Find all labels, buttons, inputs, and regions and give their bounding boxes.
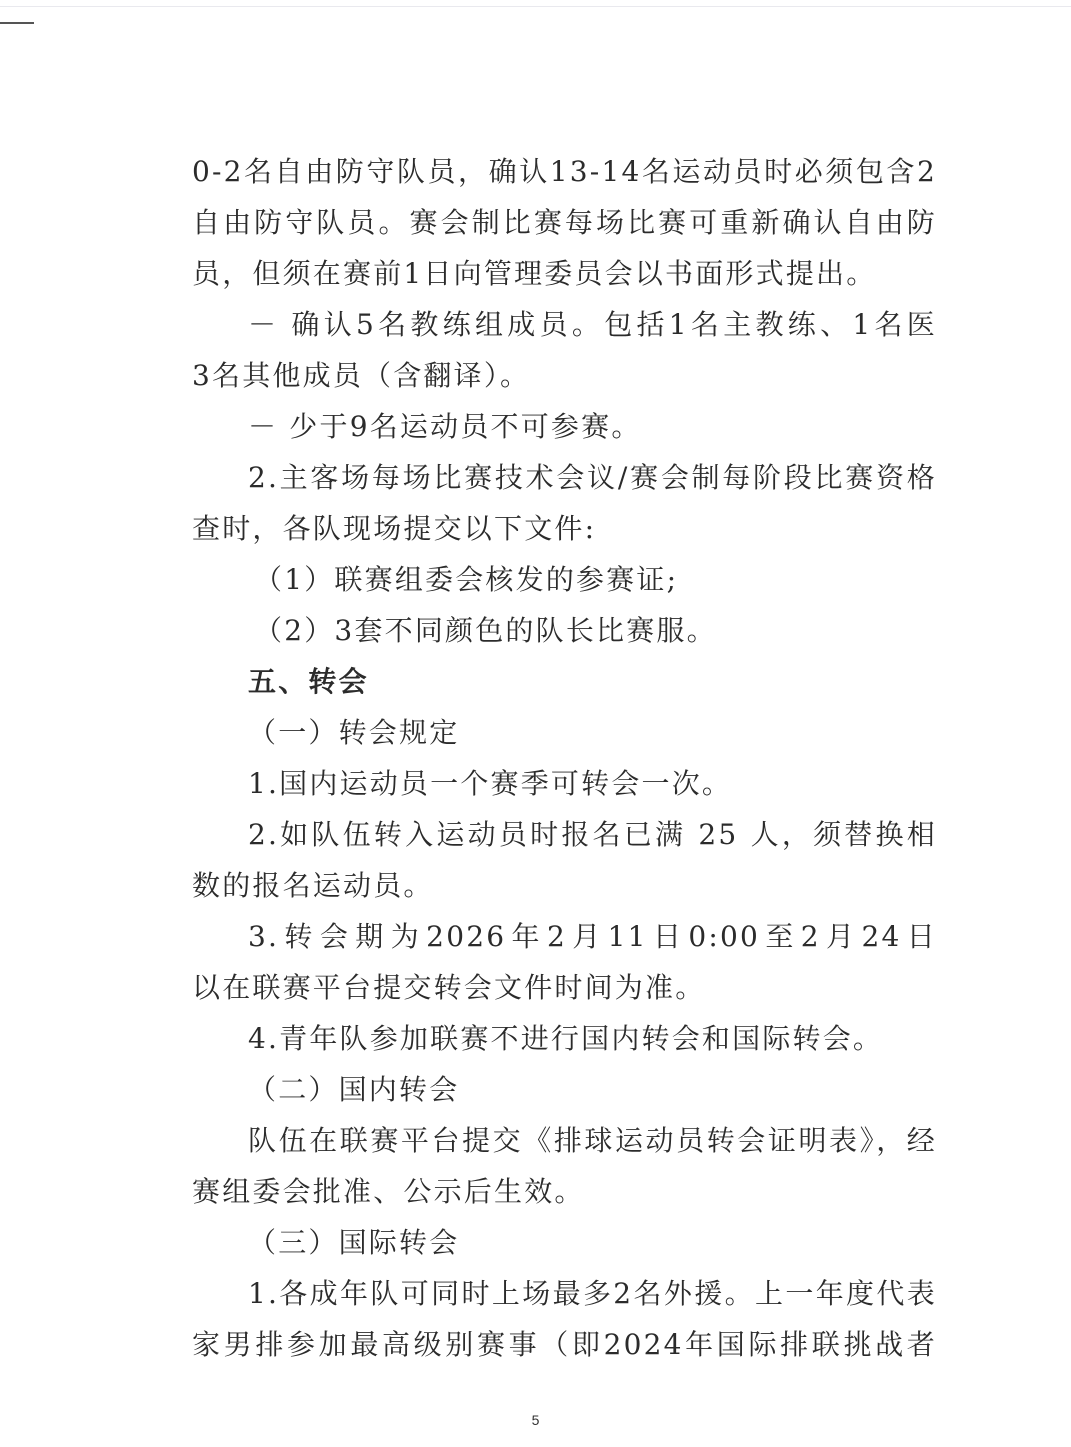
paragraph-line: 3.转会期为2026年2月11日0:00至2月24日 [248, 920, 937, 953]
paragraph-line: 队伍在联赛平台提交《排球运动员转会证明表》，经 [248, 1124, 937, 1157]
paragraph-line: 4.青年队参加联赛不进行国内转会和国际转会。 [248, 1022, 884, 1055]
subsection-heading: （二）国内转会 [248, 1073, 460, 1106]
paragraph-line: 0-2名自由防守队员，确认13-14名运动员时必须包含2 [192, 155, 937, 188]
paragraph-line: 家男排参加最高级别赛事（即2024年国际排联挑战者 [192, 1328, 937, 1361]
paragraph-line: 自由防守队员。赛会制比赛每场比赛可重新确认自由防 [192, 206, 937, 239]
list-item: （1）联赛组委会核发的参赛证; [254, 563, 679, 596]
paragraph-line: 2.如队伍转入运动员时报名已满 25 人，须替换相 [248, 818, 937, 851]
paragraph-line: 数的报名运动员。 [192, 869, 434, 902]
paragraph-line: 员，但须在赛前1日向管理委员会以书面形式提出。 [192, 257, 877, 290]
paragraph-line: 3名其他成员（含翻译）。 [192, 359, 531, 392]
list-item: （2）3套不同颜色的队长比赛服。 [254, 614, 717, 647]
page-number: 5 [531, 1412, 540, 1428]
paragraph-line: 查时，各队现场提交以下文件: [192, 512, 597, 545]
paragraph-line: 1.各成年队可同时上场最多2名外援。上一年度代表 [248, 1277, 937, 1310]
paragraph-line: 1.国内运动员一个赛季可转会一次。 [248, 767, 733, 800]
top-edge-rule [0, 6, 1071, 7]
subsection-heading: （三）国际转会 [248, 1226, 460, 1259]
corner-mark [0, 22, 34, 24]
section-heading: 五、转会 [248, 665, 369, 698]
subsection-heading: （一）转会规定 [248, 716, 460, 749]
paragraph-line: 赛组委会批准、公示后生效。 [192, 1175, 585, 1208]
paragraph-line: － 少于9名运动员不可参赛。 [248, 410, 642, 443]
document-body [192, 146, 937, 1370]
paragraph-line: 以在联赛平台提交转会文件时间为准。 [192, 971, 706, 1004]
paragraph-line: － 确认5名教练组成员。包括1名主教练、1名医 [248, 308, 937, 341]
paragraph-line: 2.主客场每场比赛技术会议/赛会制每阶段比赛资格 [248, 461, 937, 494]
